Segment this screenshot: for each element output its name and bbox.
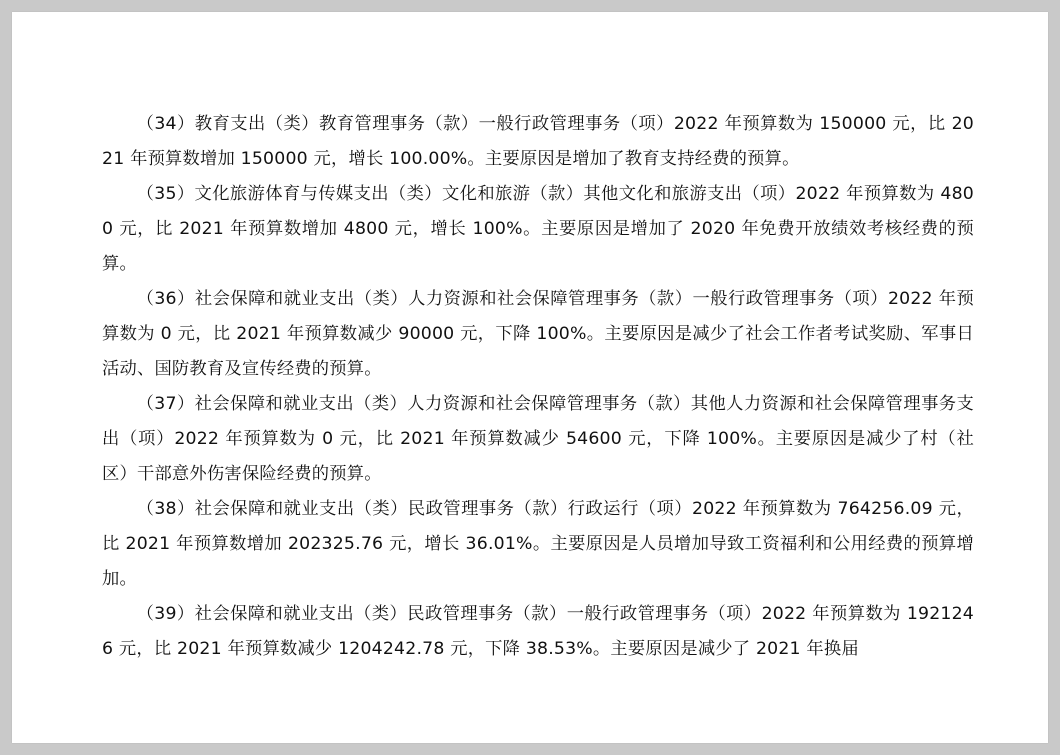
document-page [12,12,1048,743]
document-body [102,107,974,667]
budget-item-37-paragraph: （37）社会保障和就业支出（类）人力资源和社会保障管理事务（款）其他人力资源和社会保障管理事务支出（项）2022 年预算数为 0 元，比 2021 年预算数减少 54600 元，下降 100%。主要原因是减少了村（社区）干部意外伤害保险经费的预算。 [102,394,974,484]
budget-item-38-paragraph: （38）社会保障和就业支出（类）民政管理事务（款）行政运行（项）2022 年预算数为 764256.09 元，比 2021 年预算数增加 202325.76 元，增长 36.01%。主要原因是人员增加导致工资福利和公用经费的预算增加。 [102,499,974,589]
budget-item-36-paragraph: （36）社会保障和就业支出（类）人力资源和社会保障管理事务（款）一般行政管理事务（项）2022 年预算数为 0 元，比 2021 年预算数减少 90000 元，下降 100%。主要原因是减少了社会工作者考试奖励、军事日活动、国防教育及宣传经费的预算。 [102,289,974,379]
budget-item-35-paragraph: （35）文化旅游体育与传媒支出（类）文化和旅游（款）其他文化和旅游支出（项）2022 年预算数为 4800 元，比 2021 年预算数增加 4800 元，增长 100%。主要原因是增加了 2020 年免费开放绩效考核经费的预算。 [102,184,974,274]
budget-item-39-paragraph: （39）社会保障和就业支出（类）民政管理事务（款）一般行政管理事务（项）2022 年预算数为 1921246 元，比 2021 年预算数减少 1204242.78 元，下降 38.53%。主要原因是减少了 2021 年换届 [102,604,974,659]
budget-item-34-paragraph: （34）教育支出（类）教育管理事务（款）一般行政管理事务（项）2022 年预算数为 150000 元，比 2021 年预算数增加 150000 元，增长 100.00%。主要原因是增加了教育支持经费的预算。 [102,114,974,169]
